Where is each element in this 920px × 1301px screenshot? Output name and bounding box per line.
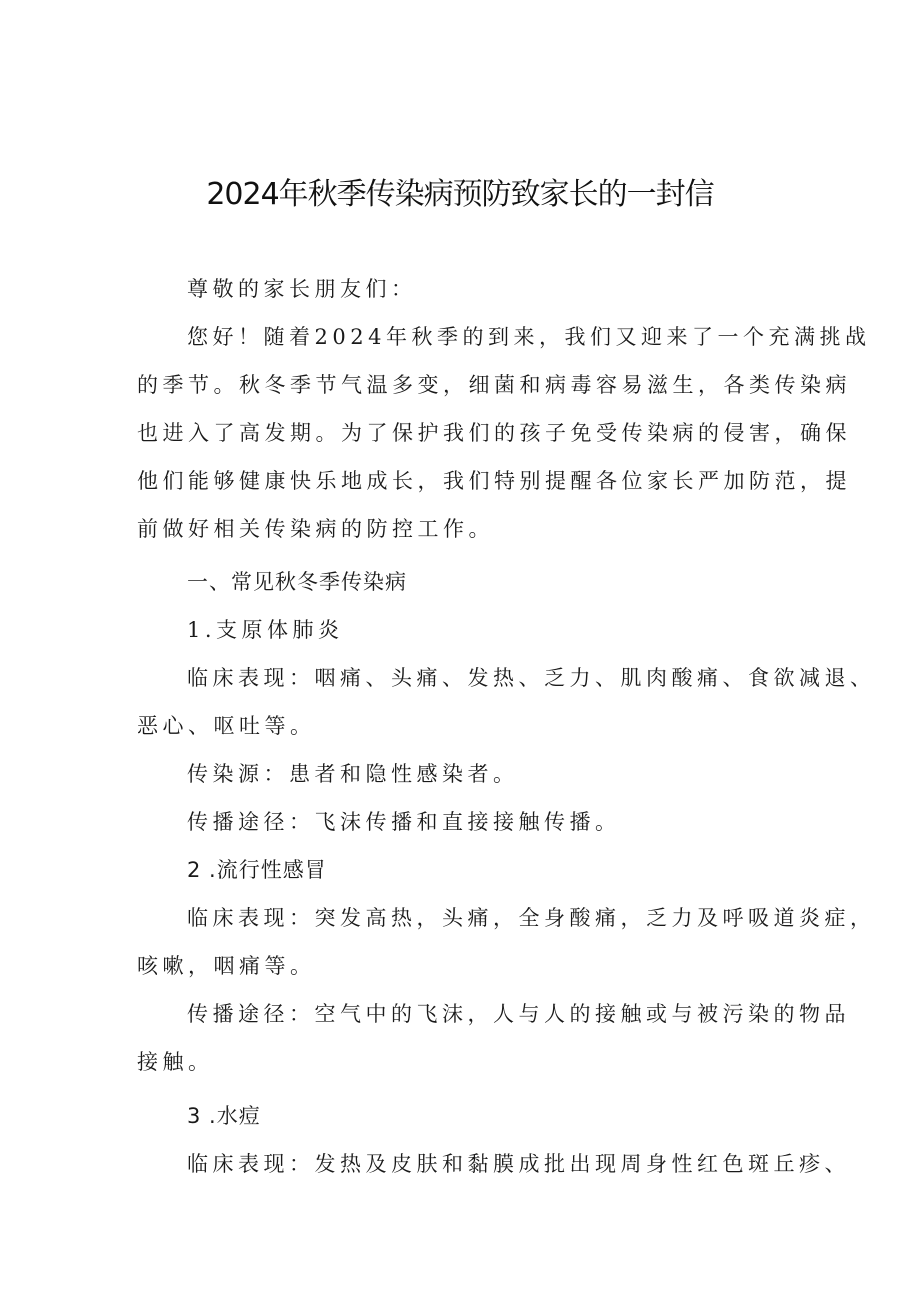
disease-2-symptoms-line-2: 咳嗽，咽痛等。 [137, 954, 316, 978]
intro-line-1: 您好！随着2024年秋季的到来，我们又迎来了一个充满挑战 [187, 325, 871, 349]
section-heading: 一、常见秋冬季传染病 [187, 570, 407, 594]
letter-body [137, 265, 871, 553]
disease-1-source: 传染源：患者和隐性感染者。 [187, 762, 519, 786]
disease-2-title: 2 .流行性感冒 [187, 858, 327, 882]
disease-2-route-line-2: 接触。 [137, 1050, 214, 1074]
intro-line-4: 他们能够健康快乐地成长，我们特别提醒各位家长严加防范，提 [137, 469, 851, 493]
intro-line-5: 前做好相关传染病的防控工作。 [137, 517, 494, 541]
greeting: 尊敬的家长朋友们： [187, 277, 417, 301]
document-title: 2024年秋季传染病预防致家长的一封信 [206, 177, 714, 212]
disease-3-title: 3 .水痘 [187, 1104, 261, 1128]
section-1-continued [137, 1092, 850, 1188]
disease-1-title: 1.支原体肺炎 [187, 618, 344, 642]
disease-1-route: 传播途径：飞沫传播和直接接触传播。 [187, 810, 621, 834]
disease-1-symptoms-line-2: 恶心、呕吐等。 [137, 714, 316, 738]
section-1 [137, 558, 876, 1086]
disease-2-symptoms-line-1: 临床表现：突发高热，头痛，全身酸痛，乏力及呼吸道炎症， [187, 906, 876, 930]
intro-line-2: 的季节。秋冬季节气温多变，细菌和病毒容易滋生，各类传染病 [137, 373, 851, 397]
disease-3-symptoms-line-1: 临床表现：发热及皮肤和黏膜成批出现周身性红色斑丘疹、 [187, 1152, 850, 1176]
disease-1-symptoms-line-1: 临床表现：咽痛、头痛、发热、乏力、肌肉酸痛、食欲减退、 [187, 666, 876, 690]
intro-line-3: 也进入了高发期。为了保护我们的孩子免受传染病的侵害，确保 [137, 421, 851, 445]
disease-2-route-line-1: 传播途径：空气中的飞沫，人与人的接触或与被污染的物品 [187, 1002, 850, 1026]
